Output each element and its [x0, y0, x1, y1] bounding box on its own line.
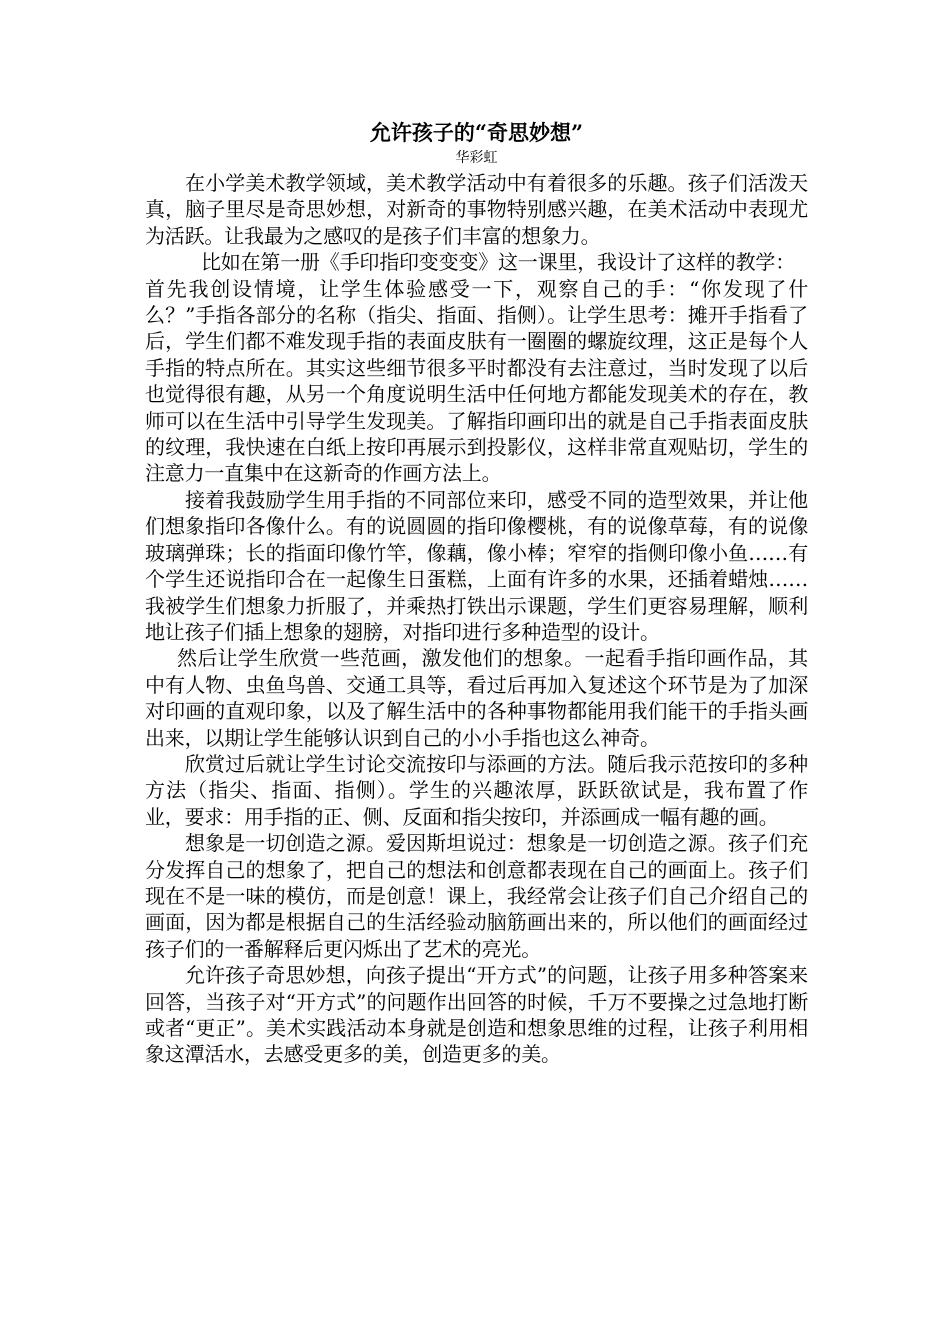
- document-page: [145, 118, 808, 1068]
- document-title: 允许孩子的“奇思妙想”: [369, 120, 584, 145]
- paragraph: 想象是一切创造之源。爱因斯坦说过：想象是一切创造之源。孩子们充分发挥自己的想象了，把自己的想法和创意都表现在自己的画面上。孩子们现在不是一味的模仿，而是创意！课上，我经常会让孩子们自己介绍自己的画面，因为都是根据自己的生活经验动脑筋画出来的，所以他们的画面经过孩子们的一番解释后更闪烁出了艺术的亮光。: [145, 831, 808, 961]
- paragraph: 比如在第一册《手印指印变变变》这一课里，我设计了这样的教学：: [201, 250, 795, 275]
- paragraph: 首先我创设情境，让学生体验感受一下，观察自己的手：“你发现了什么？”手指各部分的名称（指尖、指面、指侧）。让学生思考：摊开手指看了后，学生们都不难发现手指的表面皮肤有一圈圈的螺旋纹理，这正是每个人手指的特点所在。其实这些细节很多平时都没有去注意过，当时发现了以后也觉得很有趣，从另一个角度说明生活中任何地方都能发现美术的存在，教师可以在生活中引导学生发现美。了解指印画印出的就是自己手指表面皮肤的纹理，我快速在白纸上按印再展示到投影仪，这样非常直观贴切，学生的注意力一直集中在这新奇的作画方法上。: [145, 276, 808, 486]
- paragraph: 然后让学生欣赏一些范画，激发他们的想象。一起看手指印画作品，其中有人物、虫鱼鸟兽、交通工具等，看过后再加入复述这个环节是为了加深对印画的直观印象，以及了解生活中的各种事物都能用我们能干的手指头画出来，以期让学生能够认识到自己的小小手指也这么神奇。: [145, 646, 808, 750]
- paragraph: 在小学美术教学领域，美术教学活动中有着很多的乐趣。孩子们活泼天真，脑子里尽是奇思妙想，对新奇的事物特别感兴趣，在美术活动中表现尤为活跃。让我最为之感叹的是孩子们丰富的想象力。: [145, 171, 808, 248]
- author-name: 华彩虹: [455, 150, 498, 166]
- paragraph: 接着我鼓励学生用手指的不同部位来印，感受不同的造型效果，并让他们想象指印各像什么。有的说圆圆的指印像樱桃，有的说像草莓，有的说像玻璃弹珠；长的指面印像竹竿，像藕，像小棒；窄窄的指侧印像小鱼……有个学生还说指印合在一起像生日蛋糕，上面有许多的水果，还插着蜡烛……我被学生们想象力折服了，并乘热打铁出示课题，学生们更容易理解，顺利地让孩子们插上想象的翅膀，对指印进行多种造型的设计。: [145, 487, 808, 644]
- paragraph: 允许孩子奇思妙想，向孩子提出“开方式”的问题，让孩子用多种答案来回答，当孩子对“开方式”的问题作出回答的时候，千万不要操之过急地打断或者“更正”。美术实践活动本身就是创造和想象思维的过程，让孩子利用相象这潭活水，去感受更多的美，创造更多的美。: [145, 963, 808, 1067]
- paragraph: 欣赏过后就让学生讨论交流按印与添画的方法。随后我示范按印的多种方法（指尖、指面、指侧）。学生的兴趣浓厚，跃跃欲试是，我布置了作业，要求：用手指的正、侧、反面和指尖按印，并添画成一幅有趣的画。: [145, 751, 808, 829]
